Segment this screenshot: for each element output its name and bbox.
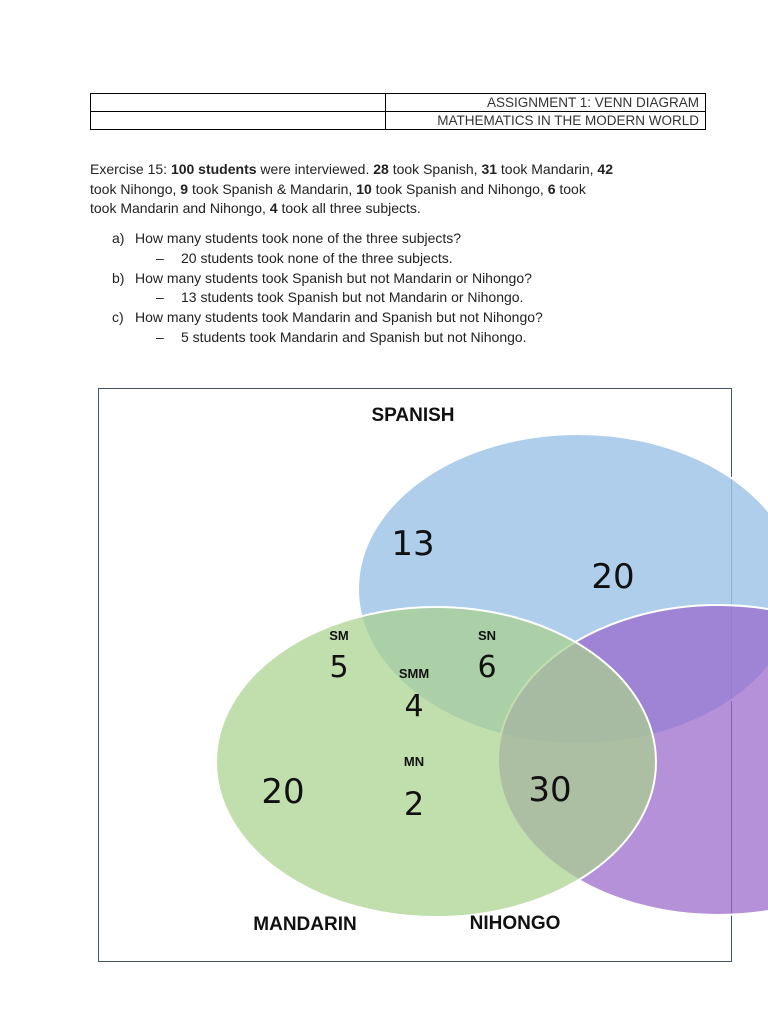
exercise-fragment: took Nihongo, xyxy=(90,180,181,197)
answer-dash: – xyxy=(156,289,164,306)
exercise-fragment: took Spanish & Mandarin, xyxy=(188,180,357,197)
answer-text: 5 students took Mandarin and Spanish but not Nihongo. xyxy=(181,328,527,345)
took-word: took xyxy=(555,180,586,197)
question-text: How many students took Spanish but not Mandarin or Nihongo? xyxy=(135,269,532,286)
course-title: MATHEMATICS IN THE MODERN WORLD xyxy=(386,112,706,130)
spanish-only-value: 13 xyxy=(391,524,435,564)
exercise-fragment: took Spanish and Nihongo, xyxy=(371,180,548,197)
spanish-mandarin-count: 9 xyxy=(180,180,189,197)
sn-label: SN xyxy=(477,628,497,643)
smm-label: SMM xyxy=(398,666,430,681)
question-marker: c) xyxy=(112,309,124,326)
question-marker: a) xyxy=(112,230,125,246)
spanish-nihongo-count: 10 xyxy=(356,180,372,197)
exercise-fragment: were interviewed. xyxy=(256,161,374,177)
exercise-fragment: took Spanish, xyxy=(388,161,482,177)
answer-text: 13 students took Spanish but not Mandarin or Nihongo. xyxy=(181,289,524,306)
question-text: How many students took none of the three subjects? xyxy=(135,230,462,246)
mn-label: MN xyxy=(403,754,425,769)
answer-dash: – xyxy=(156,328,164,345)
mandarin-count: 31 xyxy=(481,161,498,177)
exercise-fragment: took all three subjects. xyxy=(277,200,421,216)
exercise-label: Exercise 15: xyxy=(90,161,171,177)
sm-value: 5 xyxy=(329,650,349,685)
mandarin-only-value: 20 xyxy=(261,772,305,812)
mn-value: 2 xyxy=(403,785,425,823)
outside-top-value: 20 xyxy=(591,557,635,597)
answer-text: 20 students took none of the three subjects. xyxy=(181,249,453,266)
sm-label: SM xyxy=(329,628,349,643)
spanish-count: 28 xyxy=(373,161,389,177)
answer-dash: – xyxy=(156,249,164,266)
mandarin-circle xyxy=(216,607,656,917)
question-text: How many students took Mandarin and Spanish but not Nihongo? xyxy=(135,309,543,326)
assignment-title: ASSIGNMENT 1: VENN DIAGRAM xyxy=(386,94,706,112)
exercise-fragment: took Mandarin, xyxy=(497,161,598,177)
question-marker: b) xyxy=(112,269,125,286)
sn-value: 6 xyxy=(477,650,497,685)
nihongo-label: NIHONGO xyxy=(469,913,561,934)
all-three-count: 4 xyxy=(269,200,278,216)
nihongo-area-value: 30 xyxy=(528,770,572,810)
mandarin-nihongo-count: 6 xyxy=(547,180,556,197)
nihongo-count: 42 xyxy=(597,161,613,177)
mandarin-label: MANDARIN xyxy=(253,914,357,935)
total-students: 100 students xyxy=(170,161,257,177)
spanish-label: SPANISH xyxy=(371,405,455,426)
exercise-fragment: took Mandarin and Nihongo, xyxy=(90,200,270,216)
smm-value: 4 xyxy=(404,689,424,724)
